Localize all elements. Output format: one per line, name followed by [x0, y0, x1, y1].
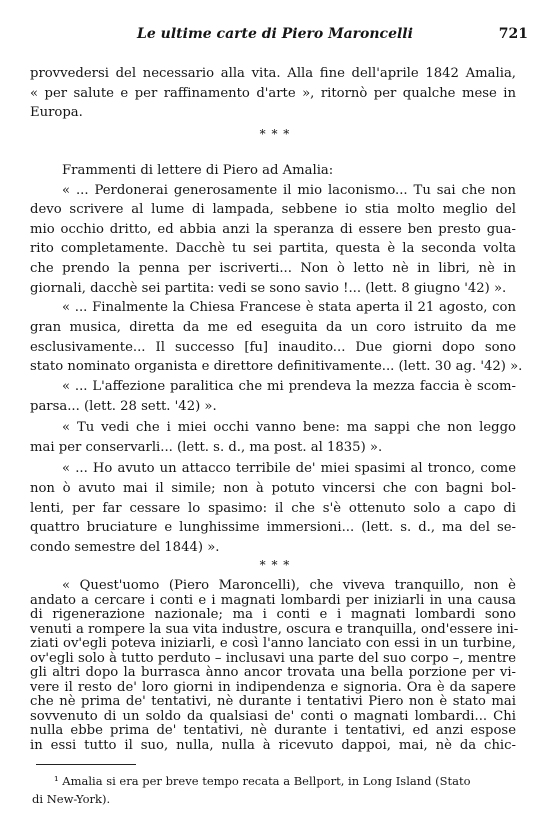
text-line: quattro bruciature e lunghissime immersioni... (lett. s. d., ma del se- — [30, 520, 516, 535]
text-line: mai per conservarli... (lett. s. d., ma post. al 1835) ». — [30, 440, 383, 455]
text-line: stato nominato organista e direttore definitivamente... (lett. 30 ag. '42) ». — [30, 359, 523, 374]
text-line: venuti a rompere la sua vita industre, oscura e tranquilla, ond'essere ini- — [30, 622, 519, 637]
text-line: di rigenerazione nazionale; ma i conti e i magnati lombardi sono — [30, 607, 516, 622]
text-line: mio occhio dritto, ed abbia anzi la speranza di essere ben presto gua- — [30, 222, 516, 237]
text-line: gli altri dopo la burrasca ànno ancor trovata una bella porzione per vi- — [30, 665, 516, 680]
text-line: esclusivamente... Il successo [fu] inaudito... Due giorni dopo sono — [30, 340, 516, 355]
text-line: sovvenuto di un soldo da qualsiasi de' conti o magnati lombardi... Chi — [30, 709, 516, 724]
text-line: andato a cercare i conti e i magnati lombardi per iniziarli in una causa — [30, 593, 516, 608]
text-line: provvedersi del necessario alla vita. Alla fine dell'aprile 1842 Amalia, — [30, 66, 516, 81]
text-line: giornali, dacchè sei partita: vedi se sono savio !... (lett. 8 giugno '42) ». — [30, 281, 507, 296]
text-line: vere il resto de' loro giorni in indipendenza e signoria. Ora è da sapere — [30, 680, 516, 695]
section-heading: Frammenti di lettere di Piero ad Amalia: — [62, 163, 334, 178]
text-line: « Quest'uomo (Piero Maroncelli), che viveva tranquillo, non è — [62, 578, 516, 593]
page-header — [0, 26, 550, 48]
footnote-line: ¹ Amalia si era per breve tempo recata a Bellport, in Long Island (Stato — [54, 774, 471, 788]
text-line: gran musica, diretta da me ed eseguita da un coro istruito da me — [30, 320, 516, 335]
text-line: « ... Ho avuto un attacco terribile de' miei spasimi al tronco, come — [62, 461, 516, 476]
text-line: « ... Finalmente la Chiesa Francese è stata aperta il 21 agosto, con — [62, 300, 516, 315]
footnote-rule — [36, 764, 136, 765]
text-line: lenti, per far cessare lo spasimo: il che s'è ottenuto solo a capo di — [30, 501, 516, 516]
text-line: che prendo la penna per iscriverti... Non ò letto nè in libri, nè in — [30, 261, 516, 276]
text-line: ziati ov'egli poteva iniziarli, e così l'anno lanciato con essi in un turbine, — [30, 636, 516, 651]
footnote-line: di New-York). — [32, 792, 111, 806]
text-line: devo scrivere al lume di lampada, sebbene io stia molto meglio del — [30, 202, 516, 217]
text-line: « per salute e per raffinamento d'arte », ritornò per qualche mese in — [30, 86, 516, 101]
text-line: condo semestre del 1844) ». — [30, 540, 220, 555]
section-separator: * * * — [259, 127, 291, 141]
text-line: « ... Perdonerai generosamente il mio laconismo... Tu sai che non — [62, 183, 516, 198]
text-line: ov'egli solo à tutto perduto – inclusavi una parte del suo corpo –, mentre — [30, 651, 516, 666]
text-line: rito completamente. Dacchè tu sei partita, questa è la seconda volta — [30, 241, 516, 256]
text-line: non ò avuto mai il simile; non à potuto vincersi che con bagni bol- — [30, 481, 516, 496]
text-line: in essi tutto il suo, nulla, nulla à ricevuto dappoi, mai, nè da chic- — [30, 738, 516, 753]
text-line: che nè prima de' tentativi, nè durante i tentativi Piero non è stato mai — [30, 694, 516, 709]
text-line: Europa. — [30, 105, 83, 120]
text-line: « ... L'affezione paralitica che mi prendeva la mezza faccia è scom- — [62, 379, 516, 394]
text-line: « Tu vedi che i miei occhi vanno bene: ma sappi che non leggo — [62, 420, 516, 435]
running-title: Le ultime carte di Piero Maroncelli — [137, 26, 413, 42]
page-number: 721 — [498, 26, 528, 42]
text-line: parsa... (lett. 28 sett. '42) ». — [30, 399, 217, 414]
section-separator: * * * — [259, 558, 291, 572]
text-line: nulla ebbe prima de' tentativi, nè durante i tentativi, ed anzi espose — [30, 723, 516, 738]
